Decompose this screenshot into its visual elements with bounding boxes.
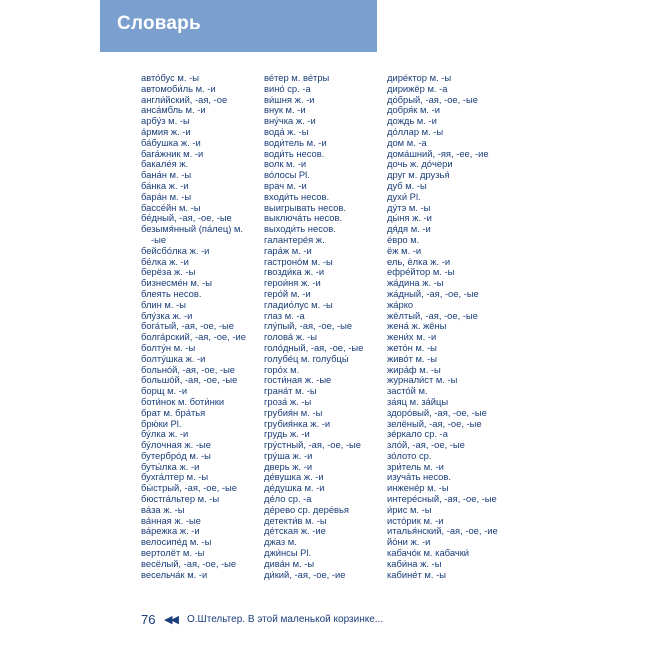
dictionary-entry: геро́й м. -и (264, 287, 311, 299)
dictionary-entry: весёлый, -ая, -ое, -ые (141, 557, 237, 569)
dictionary-entry: дирижёр м. -а (387, 82, 448, 94)
dictionary-entry: бизнесме́н м. -ы (141, 277, 212, 289)
dictionary-entry: дире́ктор м. -ы (387, 72, 452, 83)
dictionary-entry: выигрывать несов. (264, 201, 346, 213)
dictionary-entry: внук м. -и (264, 104, 306, 116)
dictionary-entry: голова́ ж. -ы (264, 331, 318, 343)
dictionary-entry: йо́ни ж. -и (387, 536, 431, 548)
dictionary-entry: бутербро́д м. -ы (141, 449, 211, 461)
dictionary-entry: берёза ж. -ы (141, 266, 196, 278)
dictionary-entry: выключа́ть несов. (264, 212, 343, 224)
dictionary-columns (0, 73, 655, 603)
dictionary-column-2 (264, 73, 386, 580)
dictionary-entry: бу́лка ж. -и (141, 428, 189, 440)
dictionary-entry: болту́шка ж. -и (141, 352, 206, 364)
dictionary-entry: голо́дный, -ая, -ое, -ые (264, 341, 364, 353)
dictionary-entry: авто́бус м. -ы (141, 72, 199, 83)
dictionary-entry: весельча́к м. -и (141, 568, 208, 580)
dictionary-entry: вино́ ср. -а (264, 82, 311, 94)
dictionary-entry: брат м. бра́тья (141, 406, 206, 418)
page-number: 76 (141, 612, 156, 627)
dictionary-entry: дома́шний, -яя, -ее, -ие (387, 147, 489, 159)
dictionary-entry: бюстга́льтер м. -ы (141, 493, 220, 505)
dictionary-entry: болту́н м. -ы (141, 341, 196, 353)
dictionary-entry: дива́н м. -ы (264, 557, 315, 569)
dictionary-entry: изуча́ть несов. (387, 471, 451, 483)
dictionary-entry: безымя́нный (па́лец) м. (141, 223, 244, 235)
dictionary-entry: гроза́ ж. -ы (264, 395, 312, 407)
dictionary-entry: жа́дина ж. -ы (387, 277, 444, 289)
dictionary-entry: блеять несов. (141, 287, 202, 299)
dictionary-entry: е́вро м. (387, 233, 420, 245)
dictionary-entry: де́вушка ж. -и (264, 471, 324, 483)
dictionary-entry: ва́нная ж. -ые (141, 514, 201, 526)
dictionary-entry: грубия́нка ж. -и (264, 417, 331, 429)
dictionary-entry: во́лосы Pl. (264, 169, 310, 181)
dictionary-entry: дверь ж. -и (264, 460, 313, 472)
dictionary-entry: зелёный, -ая, -ое, -ые (387, 417, 482, 429)
dictionary-entry: грудь ж. -и (264, 428, 310, 440)
dictionary-entry: исто́рик м. -и (387, 514, 444, 526)
dictionary-entry: жа́рко (387, 298, 414, 310)
dictionary-entry: ба́нка ж. -и (141, 179, 189, 191)
dictionary-entry: бога́тый, -ая, -ое, -ые (141, 320, 234, 332)
dictionary-entry: вертолёт м. -ы (141, 547, 205, 559)
dictionary-entry: выходи́ть несов. (264, 223, 336, 235)
dictionary-entry: жа́дный, -ая, -ое, -ые (387, 287, 479, 299)
dictionary-entry: гру́стный, -ая, -ое, -ые (264, 439, 362, 451)
dictionary-entry: до́брый, -ая, -ое, -ые (387, 93, 478, 105)
dictionary-entry: ви́шня ж. -и (264, 93, 315, 105)
dictionary-entry: ефре́йтор м. -ы (387, 266, 455, 278)
dictionary-entry: зло́й, -ая, -ое, -ые (387, 439, 465, 451)
dictionary-entry: де́тская ж. -ие (264, 525, 326, 537)
dictionary-entry: дя́дя м. -и (387, 223, 431, 235)
dictionary-entry: англи́йский, -ая, -ое (141, 93, 228, 105)
footer-text: О.Штельтер. В этой маленькой корзинке... (187, 614, 384, 625)
dictionary-entry: большо́й, -ая, -ое, -ые (141, 374, 238, 386)
dictionary-entry: велосипе́д м. -ы (141, 536, 212, 548)
dictionary-entry: вну́чка ж. -и (264, 115, 316, 127)
dictionary-entry: анса́мбль м. -и (141, 104, 206, 116)
dictionary-entry: врач м. -и (264, 179, 307, 191)
dictionary-entry: журнали́ст м. -ы (387, 374, 458, 386)
dictionary-entry: зе́ркало ср. -а (387, 428, 448, 440)
dictionary-entry: бу́лочная ж. -ые (141, 439, 211, 451)
dictionary-entry: бакале́я ж. (141, 158, 189, 170)
dictionary-entry: дочь ж. до́чери (387, 158, 453, 170)
dictionary-entry: зри́тель м. -и (387, 460, 444, 472)
dictionary-entry: де́рево ср. дере́вья (264, 503, 349, 515)
dictionary-entry: глу́пый, -ая, -ое, -ые (264, 320, 353, 332)
dictionary-entry: грана́т м. -ы (264, 385, 317, 397)
dictionary-entry: каби́на ж. -ы (387, 557, 442, 569)
dictionary-entry: де́душка м. -и (264, 482, 325, 494)
dictionary-entry: бе́лка ж. -и (141, 255, 189, 267)
dictionary-entry: грубия́н м. -ы (264, 406, 323, 418)
dictionary-entry: буты́лка ж. -и (141, 460, 200, 472)
dictionary-entry: глаз м. -а (264, 309, 305, 321)
dictionary-entry: засто́й м. (387, 385, 428, 397)
dictionary-entry: брю́ки Pl. (141, 417, 182, 429)
dictionary-entry: дуб м. -ы (387, 179, 427, 191)
dictionary-entry: жени́х м. -и (387, 331, 437, 343)
dictionary-entry: води́тель м. -и (264, 136, 327, 148)
dictionary-entry: ди́кий, -ая, -ое, -ие (264, 568, 346, 580)
dictionary-entry: болга́рский, -ая, -ое, -ие (141, 331, 246, 343)
dictionary-entry: бы́стрый, -ая, -ое, -ые (141, 482, 237, 494)
dictionary-entry: гара́ж м. -и (264, 244, 312, 256)
dictionary-entry: зо́лото ср. (387, 449, 432, 461)
dictionary-entry: де́ло ср. -а (264, 493, 312, 505)
dictionary-entry: живо́т м. -ы (387, 352, 438, 364)
dictionary-entry: а́рмия ж. -и (141, 125, 191, 137)
dictionary-entry: и́рис м. -ы (387, 503, 432, 515)
dictionary-entry: инжене́р м. -ы (387, 482, 449, 494)
dictionary-entry: бара́н м. -ы (141, 190, 192, 202)
dictionary-entry: добря́к м. -и (387, 104, 440, 116)
dictionary-entry: джаз м. (264, 536, 297, 548)
dictionary-entry: ёж м. -и (387, 244, 422, 256)
dictionary-entry: джи́нсы Pl. (264, 547, 312, 559)
dictionary-entry: бана́н м. -ы (141, 169, 192, 181)
dictionary-entry: бассе́йн м. -ы (141, 201, 201, 213)
dictionary-entry: голубе́ц м. голубцы́ (264, 352, 349, 364)
dictionary-entry: борщ м. -и (141, 385, 188, 397)
dictionary-entry: арбу́з м. -ы (141, 115, 190, 127)
dictionary-entry: италья́нский, -ая, -ое, -ие (387, 525, 498, 537)
page-title: Словарь (117, 13, 201, 34)
dictionary-entry: жето́н м. -ы (387, 341, 437, 353)
dictionary-entry: за́яц м. за́йцы (387, 395, 449, 407)
dictionary-entry: ду́тэ м. -ы (387, 201, 431, 213)
dictionary-entry: автомоби́ль м. -и (141, 82, 216, 94)
dictionary-entry: дом м. -а (387, 136, 427, 148)
dictionary-entry: здоро́вый, -ая, -ое, -ые (387, 406, 487, 418)
dictionary-entry: блу́зка ж. -и (141, 309, 193, 321)
dictionary-entry: ва́режка ж. -и (141, 525, 200, 537)
dictionary-entry: гастроно́м м. -ы (264, 255, 333, 267)
dictionary-entry: жена́ ж. жёны (387, 320, 447, 332)
dictionary-entry: дождь м. -и (387, 115, 437, 127)
dictionary-entry: бе́дный, -ая, -ое, -ые (141, 212, 232, 224)
dictionary-entry: ве́тер м. ве́тры (264, 72, 330, 83)
dictionary-column-3 (387, 73, 509, 580)
dictionary-entry: горо́х м. (264, 363, 300, 375)
dictionary-entry: вода́ ж. -ы (264, 125, 309, 137)
dictionary-entry: интере́сный, -ая, -ое, -ые (387, 493, 497, 505)
dictionary-entry: жёлтый, -ая, -ое, -ые (387, 309, 478, 321)
dictionary-entry: ды́ня ж. -и (387, 212, 432, 224)
dictionary-entry: друг м. друзья́ (387, 169, 450, 181)
dictionary-entry: гру́ша ж. -и (264, 449, 313, 461)
dictionary-entry: бага́жник м. -и (141, 147, 204, 159)
dictionary-entry: ель, ёлка ж. -и (387, 255, 451, 267)
dictionary-entry: гвозди́ка ж. -и (264, 266, 325, 278)
dictionary-column-1 (141, 73, 263, 580)
dictionary-entry: гладио́лус м. -ы (264, 298, 333, 310)
dictionary-entry: жира́ф м. -ы (387, 363, 441, 375)
dictionary-entry: боти́нок м. боти́нки (141, 395, 225, 407)
dictionary-entry: духи́ Pl. (387, 190, 421, 202)
dictionary-entry: ва́за ж. -ы (141, 503, 185, 515)
dictionary-entry: кабине́т м. -ы (387, 568, 446, 580)
double-arrow-left-icon: ◀◀ (164, 614, 177, 626)
dictionary-entry: детекти́в м. -ы (264, 514, 327, 526)
dictionary-entry: галантере́я ж. (264, 233, 325, 245)
dictionary-entry: до́ллар м. -ы (387, 125, 444, 137)
dictionary-entry: гости́ная ж. -ые (264, 374, 332, 386)
dictionary-entry: герои́ня ж. -и (264, 277, 321, 289)
dictionary-entry: бейсбо́лка ж. -и (141, 244, 210, 256)
dictionary-entry: бухга́лтер м. -ы (141, 471, 209, 483)
dictionary-entry: -ые (151, 233, 167, 245)
dictionary-entry: кабачо́к м. кабачки́ (387, 547, 470, 559)
dictionary-entry: больно́й, -ая, -ое, -ые (141, 363, 236, 375)
dictionary-entry: входи́ть несов. (264, 190, 330, 202)
dictionary-entry: ба́бушка ж. -и (141, 136, 201, 148)
dictionary-entry: блин м. -ы (141, 298, 186, 310)
dictionary-entry: волк м. -и (264, 158, 307, 170)
dictionary-entry: води́ть несов. (264, 147, 325, 159)
